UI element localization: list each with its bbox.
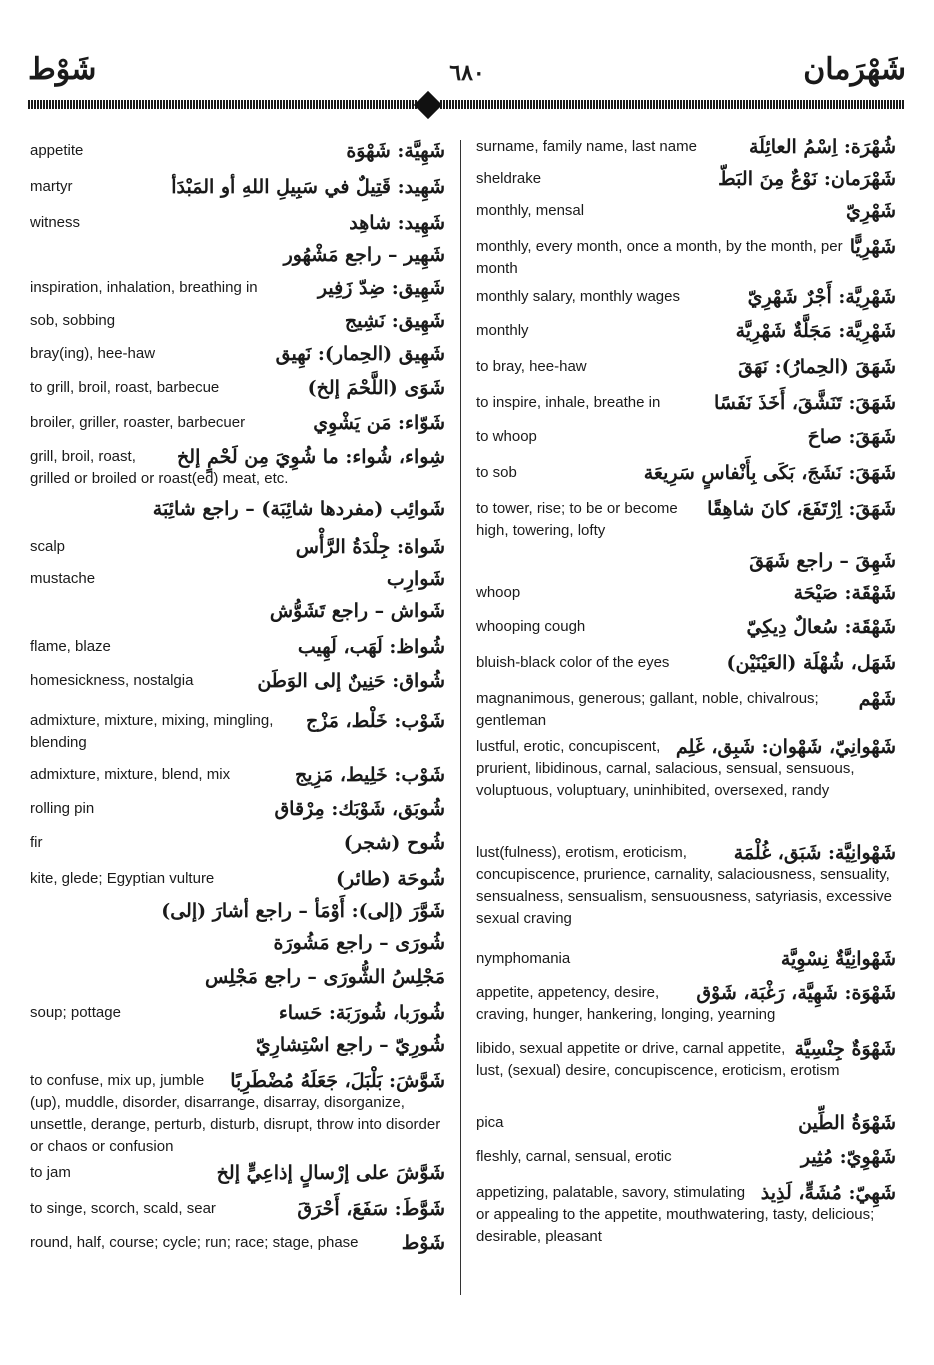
dictionary-entry [30,868,445,890]
english-definition: sob, sobbing [30,312,116,329]
arabic-headword: شَوْب: خَلْط، مَزْج [306,710,445,732]
english-definition: surname, family name, last name [476,138,697,155]
arabic-headword: شَهْقَة: صَيْحَة [793,582,896,604]
arabic-headword: شِواء، شُواء: ما شُوِيَ مِن لَحْمٍ إلخ [177,446,445,468]
arabic-headword: شَوَّشَ: بَلْبَلَ، جَعَلَهُ مُضْطَرِبًا [230,1070,445,1092]
arabic-headword: شَواة: جِلْدَةُ الرَّأْس [295,536,445,558]
arabic-headword: شَهِيد: شاهِد [349,212,445,234]
arabic-headword: شَوْط [401,1232,445,1254]
dictionary-entry [476,1146,896,1168]
arabic-headword: شَهْوانِيَّةٌ نِسْوِيَّة [780,948,896,970]
dictionary-entry [476,320,896,342]
arabic-headword: شَهْوانِيّ، شَهْوان: شَبِق، غَلِم [675,736,896,758]
dictionary-entry [30,412,445,434]
arabic-headword: شَهِيّ: مُشَهٍّ، لَذِيذ [760,1182,896,1204]
english-definition: admixture, mixture, blend, mix [30,766,231,783]
english-definition: monthly, mensal [476,202,585,219]
dictionary-entry [30,343,445,365]
english-definition: pica [476,1114,504,1131]
arabic-headword: شَهَقَ: نَشَجَ، بَكَى بِأَنْفاسٍ سَرِيعَة [643,462,896,484]
header-rule-left [28,100,418,109]
english-definition: witness [30,214,81,231]
english-definition: to sob [476,464,517,481]
english-definition: appetite [30,142,84,159]
dictionary-entry [30,1162,445,1184]
arabic-headword: شُوح (شجر) [343,832,445,854]
english-definition: grill, broil, roast, grilled or broiled or roast(ed) meat, etc. [30,448,289,487]
arabic-headword: شَوائِب (مفردها شائِبَة) – راجع شائِبَة [152,498,445,520]
arabic-headword: شَوّاء: مَن يَشْوِي [313,412,445,434]
dictionary-entry [476,688,896,732]
arabic-headword: شَهْوَةٌ جِنْسِيَّة [794,1038,896,1060]
english-definition: rolling pin [30,800,95,817]
english-definition: bluish-black color of the eyes [476,654,670,671]
arabic-headword: شَهَقَ: اِرْتَفَعَ، كانَ شاهِقًا [707,498,896,520]
dictionary-entry [476,982,896,1026]
english-definition: mustache [30,570,96,587]
dictionary-entry [30,277,445,299]
english-definition: admixture, mixture, mixing, mingling, blending [30,712,274,751]
english-definition: appetite, appetency, desire, craving, hunger, hankering, longing, yearning [476,984,776,1023]
dictionary-entry [476,652,896,674]
dictionary-entry [476,842,896,930]
dictionary-entry [30,176,445,198]
english-definition: soup; pottage [30,1004,121,1021]
english-definition: sheldrake [476,170,542,187]
dictionary-entry [476,736,896,802]
dictionary-entry [30,600,445,622]
dictionary-entry [30,636,445,658]
arabic-headword: شَهِير – راجع مَشْهُور [283,244,445,266]
dictionary-entry [476,498,896,542]
arabic-headword: شَهْرِيَّة: أَجْرٌ شَهْرِيّ [747,286,896,308]
english-definition: broiler, griller, roaster, barbecuer [30,414,246,431]
english-definition: nymphomania [476,950,571,967]
dictionary-entry [30,244,445,266]
arabic-headword: شَهِيَّة: شَهْوَة [346,140,445,162]
english-definition: fir [30,834,43,851]
dictionary-entry [30,832,445,854]
dictionary-entry [476,286,896,308]
arabic-headword: شَهْرَمان: نَوْعٌ مِنَ البَطّ [718,168,896,190]
dictionary-entry [476,1112,896,1134]
dictionary-entry [30,798,445,820]
arabic-headword: شُوحَة (طائر) [336,868,445,890]
dictionary-entry [30,498,445,520]
arabic-headword: شَهْرِيَّة: مَجَلَّةٌ شَهْرِيَّة [735,320,896,342]
dictionary-entry [30,710,445,754]
arabic-headword: شُواق: حَنِينٌ إلى الوَطَن [257,670,445,692]
arabic-headword: شَهْوَة: شَهِيَّة، رَغْبَة، شَوْق [696,982,896,1004]
arabic-headword: شُورَى – راجع مَشُورَة [273,932,445,954]
arabic-headword: شَهْرِيًّا [849,236,896,258]
arabic-headword: شَهِيق: نَشِيج [344,310,445,332]
arabic-headword: مَجْلِسُ الشُّورَى – راجع مَجْلِس [204,966,445,988]
dictionary-entry [476,948,896,970]
dictionary-entry [476,582,896,604]
dictionary-entry [30,1198,445,1220]
arabic-headword: شُورِيّ – راجع اسْتِشارِيّ [255,1034,445,1056]
arabic-headword: شَهِقَ – راجع شَهَقَ [749,550,896,572]
english-definition: inspiration, inhalation, breathing in [30,279,258,296]
english-definition: to bray, hee-haw [476,358,587,375]
english-definition: monthly, every month, once a month, by the month, per month [476,238,843,277]
english-definition: martyr [30,178,73,195]
arabic-headword: شَوَّطَ: سَفَعَ، أَحْرَقَ [297,1198,445,1220]
page-number: ٦٨٠ [449,60,485,86]
arabic-headword: شَهَقَ (الحِمارُ): نَهَقَ [738,356,896,378]
arabic-headword: شُهْرَة: اِسْمُ العائِلَة [749,136,896,158]
english-definition: homesickness, nostalgia [30,672,194,689]
dictionary-entry [476,356,896,378]
arabic-headword: شَهَقَ: صاحَ [807,426,896,448]
english-definition: kite, glede; Egyptian vulture [30,870,215,887]
english-definition: to grill, broil, roast, barbecue [30,379,220,396]
arabic-headword: شُورَبا، شُورَبَة: حَساء [278,1002,445,1024]
english-definition: lustful, erotic, concupiscent, prurient, libidinous, carnal, salacious, sensual, sensuous, voluptuous, voluptuary, uninhibited, oversexed, randy [476,738,855,799]
dictionary-entry [30,966,445,988]
dictionary-entry [30,1232,445,1254]
arabic-headword: شَوارِب [386,568,445,590]
english-definition: round, half, course; cycle; run; race; stage, phase [30,1234,359,1251]
dictionary-entry [476,136,896,158]
dictionary-entry [476,1182,896,1248]
dictionary-entry [476,392,896,414]
dictionary-entry [476,616,896,638]
arabic-headword: شَهْوِيّ: مُثِير [800,1146,896,1168]
dictionary-entry [30,377,445,399]
dictionary-entry [30,310,445,332]
english-definition: lust(fulness), erotism, eroticism, concupiscence, prurience, carnality, salaciousness, sensuality, sensualness, sensualism, sensuousness, satyriasis, excessive sexual craving [476,844,893,927]
arabic-headword: شَهْقَة: سُعالٌ دِيكِيّ [746,616,896,638]
dictionary-entry [476,550,896,572]
english-definition: to tower, rise; to be or become high, towering, lofty [476,500,678,539]
dictionary-entry [30,900,445,922]
dictionary-entry [30,140,445,162]
english-definition: flame, blaze [30,638,111,655]
arabic-headword: شَهَل، شُهْلَة (العَيْنَيْن) [726,652,896,674]
arabic-headword: شَهْوانِيَّة: شَبَق، غُلْمَة [733,842,896,864]
dictionary-entry [476,1038,896,1082]
dictionary-entry [476,168,896,190]
english-definition: to singe, scorch, scald, sear [30,1200,216,1217]
guide-word-right: شَهْرَمان [803,52,906,87]
english-definition: to whoop [476,428,537,445]
dictionary-entry [476,462,896,484]
english-definition: bray(ing), hee-haw [30,345,156,362]
dictionary-entry [476,200,896,222]
arabic-headword: شَهْم [858,688,896,710]
arabic-headword: شَوْب: خَلِيط، مَزِيج [294,764,445,786]
dictionary-entry [30,446,445,490]
dictionary-entry [30,568,445,590]
column-divider [460,140,461,1295]
english-definition: monthly [476,322,529,339]
english-definition: libido, sexual appetite or drive, carnal appetite, lust, (sexual) desire, concupiscence, eroticism, erotism [476,1040,840,1079]
arabic-headword: شَهِيق: ضِدّ زَفِير [317,277,445,299]
arabic-headword: شَهِيد: قَتِيلٌ في سَبِيلِ اللهِ أو المَبْدَأ [171,176,445,198]
dictionary-entry [476,236,896,280]
arabic-headword: شَوَى (اللَّحْمَ إلخ) [307,377,445,399]
arabic-headword: شَهَقَ: تَنَشَّقَ، أَخَذَ نَفَسًا [714,392,896,414]
arabic-headword: شُواظ: لَهَب، لَهِيب [297,636,445,658]
english-definition: fleshly, carnal, sensual, erotic [476,1148,672,1165]
english-definition: monthly salary, monthly wages [476,288,680,305]
arabic-headword: شَهِيق (الحِمار): نَهِيق [275,343,445,365]
arabic-headword: شَواش – راجع تَشَوُّش [269,600,445,622]
english-definition: to confuse, mix up, jumble (up), muddle, disorder, disarrange, disarray, disorganize, unsettle, derange, perturb, disturb, disrupt, throw into disorder or chaos or confusion [30,1072,441,1155]
dictionary-entry [30,1002,445,1024]
english-definition: magnanimous, generous; gallant, noble, chivalrous; gentleman [476,690,819,729]
english-definition: appetizing, palatable, savory, stimulating or appealing to the appetite, mouthwatering, tasty, delicious; desirable, pleasant [476,1184,875,1245]
dictionary-entry [30,536,445,558]
dictionary-entry [30,670,445,692]
english-definition: to jam [30,1164,71,1181]
dictionary-entry [30,212,445,234]
dictionary-entry [30,1034,445,1056]
arabic-headword: شَهْرِيّ [845,200,896,222]
english-definition: whoop [476,584,521,601]
guide-word-left: شَوْط [28,52,97,87]
dictionary-entry [476,426,896,448]
english-definition: whooping cough [476,618,586,635]
arabic-headword: شَهْوَةُ الطِّين [798,1112,896,1134]
header-rule-right [440,100,905,109]
arabic-headword: شُوبَق، شَوْبَك: مِرْقاق [274,798,445,820]
dictionary-entry [30,1070,445,1158]
dictionary-entry [30,764,445,786]
arabic-headword: شَوَّشَ على إرْسالٍ إذاعِيٍّ إلخ [216,1162,445,1184]
dictionary-entry [30,932,445,954]
english-definition: to inspire, inhale, breathe in [476,394,661,411]
english-definition: scalp [30,538,66,555]
arabic-headword: شَوَّرَ (إلى): أَوْمَأ – راجع أشارَ (إلى) [161,900,445,922]
